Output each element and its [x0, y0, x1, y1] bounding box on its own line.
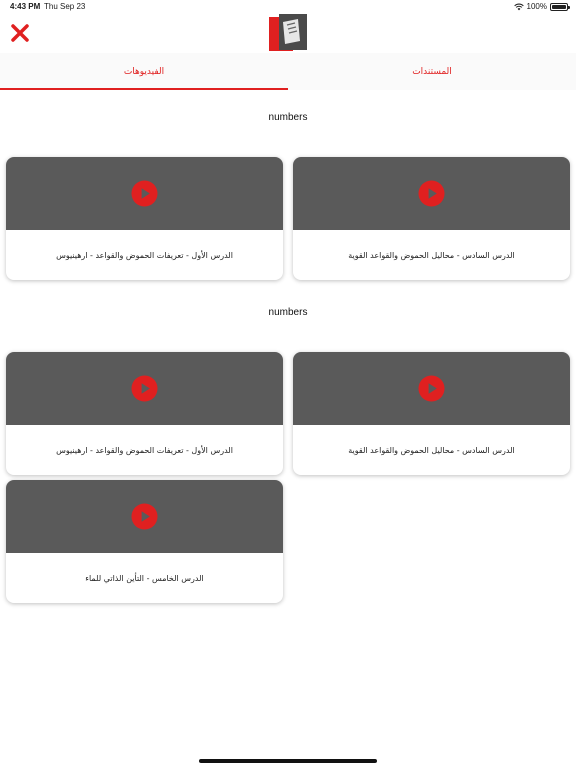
tab-videos[interactable]: [0, 53, 288, 90]
video-card[interactable]: [6, 157, 283, 280]
status-right: [514, 2, 568, 11]
video-title: الدرس الأول - تعريفات الحموض والقواعد - ارهينيوس: [56, 250, 233, 260]
home-indicator[interactable]: [199, 759, 377, 763]
video-card[interactable]: [293, 157, 570, 280]
video-card[interactable]: [6, 352, 283, 475]
video-card[interactable]: [6, 480, 283, 603]
play-icon[interactable]: [131, 180, 158, 207]
video-card[interactable]: [293, 352, 570, 475]
logo-icon: [268, 13, 308, 53]
status-bar: [0, 0, 576, 14]
video-thumbnail: [6, 352, 283, 425]
close-x-icon: [10, 23, 30, 43]
video-thumbnail: [6, 480, 283, 553]
tab-bar: [0, 53, 576, 90]
tab-documents[interactable]: [288, 53, 576, 90]
video-thumbnail: [293, 157, 570, 230]
play-icon[interactable]: [418, 375, 445, 402]
video-thumbnail: [6, 157, 283, 230]
status-time: 4:43 PM: [10, 2, 41, 11]
video-title: الدرس السادس - محاليل الحموض والقواعد القوية: [348, 250, 515, 260]
video-title: الدرس الأول - تعريفات الحموض والقواعد - ارهينيوس: [56, 445, 233, 455]
section-title: numbers: [268, 307, 308, 318]
battery-icon: [550, 3, 568, 11]
video-title: الدرس الخامس - التأين الذاتي للماء: [85, 573, 204, 583]
video-title: الدرس السادس - محاليل الحموض والقواعد القوية: [348, 445, 515, 455]
play-icon[interactable]: [418, 180, 445, 207]
close-button[interactable]: [10, 23, 30, 43]
app-logo: [268, 13, 308, 53]
status-date: Thu Sep 23: [44, 2, 86, 11]
battery-percent: 100%: [526, 2, 547, 11]
wifi-icon: [514, 3, 524, 11]
section-title: numbers: [268, 112, 308, 123]
play-icon[interactable]: [131, 375, 158, 402]
tab-documents-label: المستندات: [412, 66, 452, 77]
video-thumbnail: [293, 352, 570, 425]
play-icon[interactable]: [131, 503, 158, 530]
tab-videos-label: الفيديوهات: [123, 66, 165, 77]
